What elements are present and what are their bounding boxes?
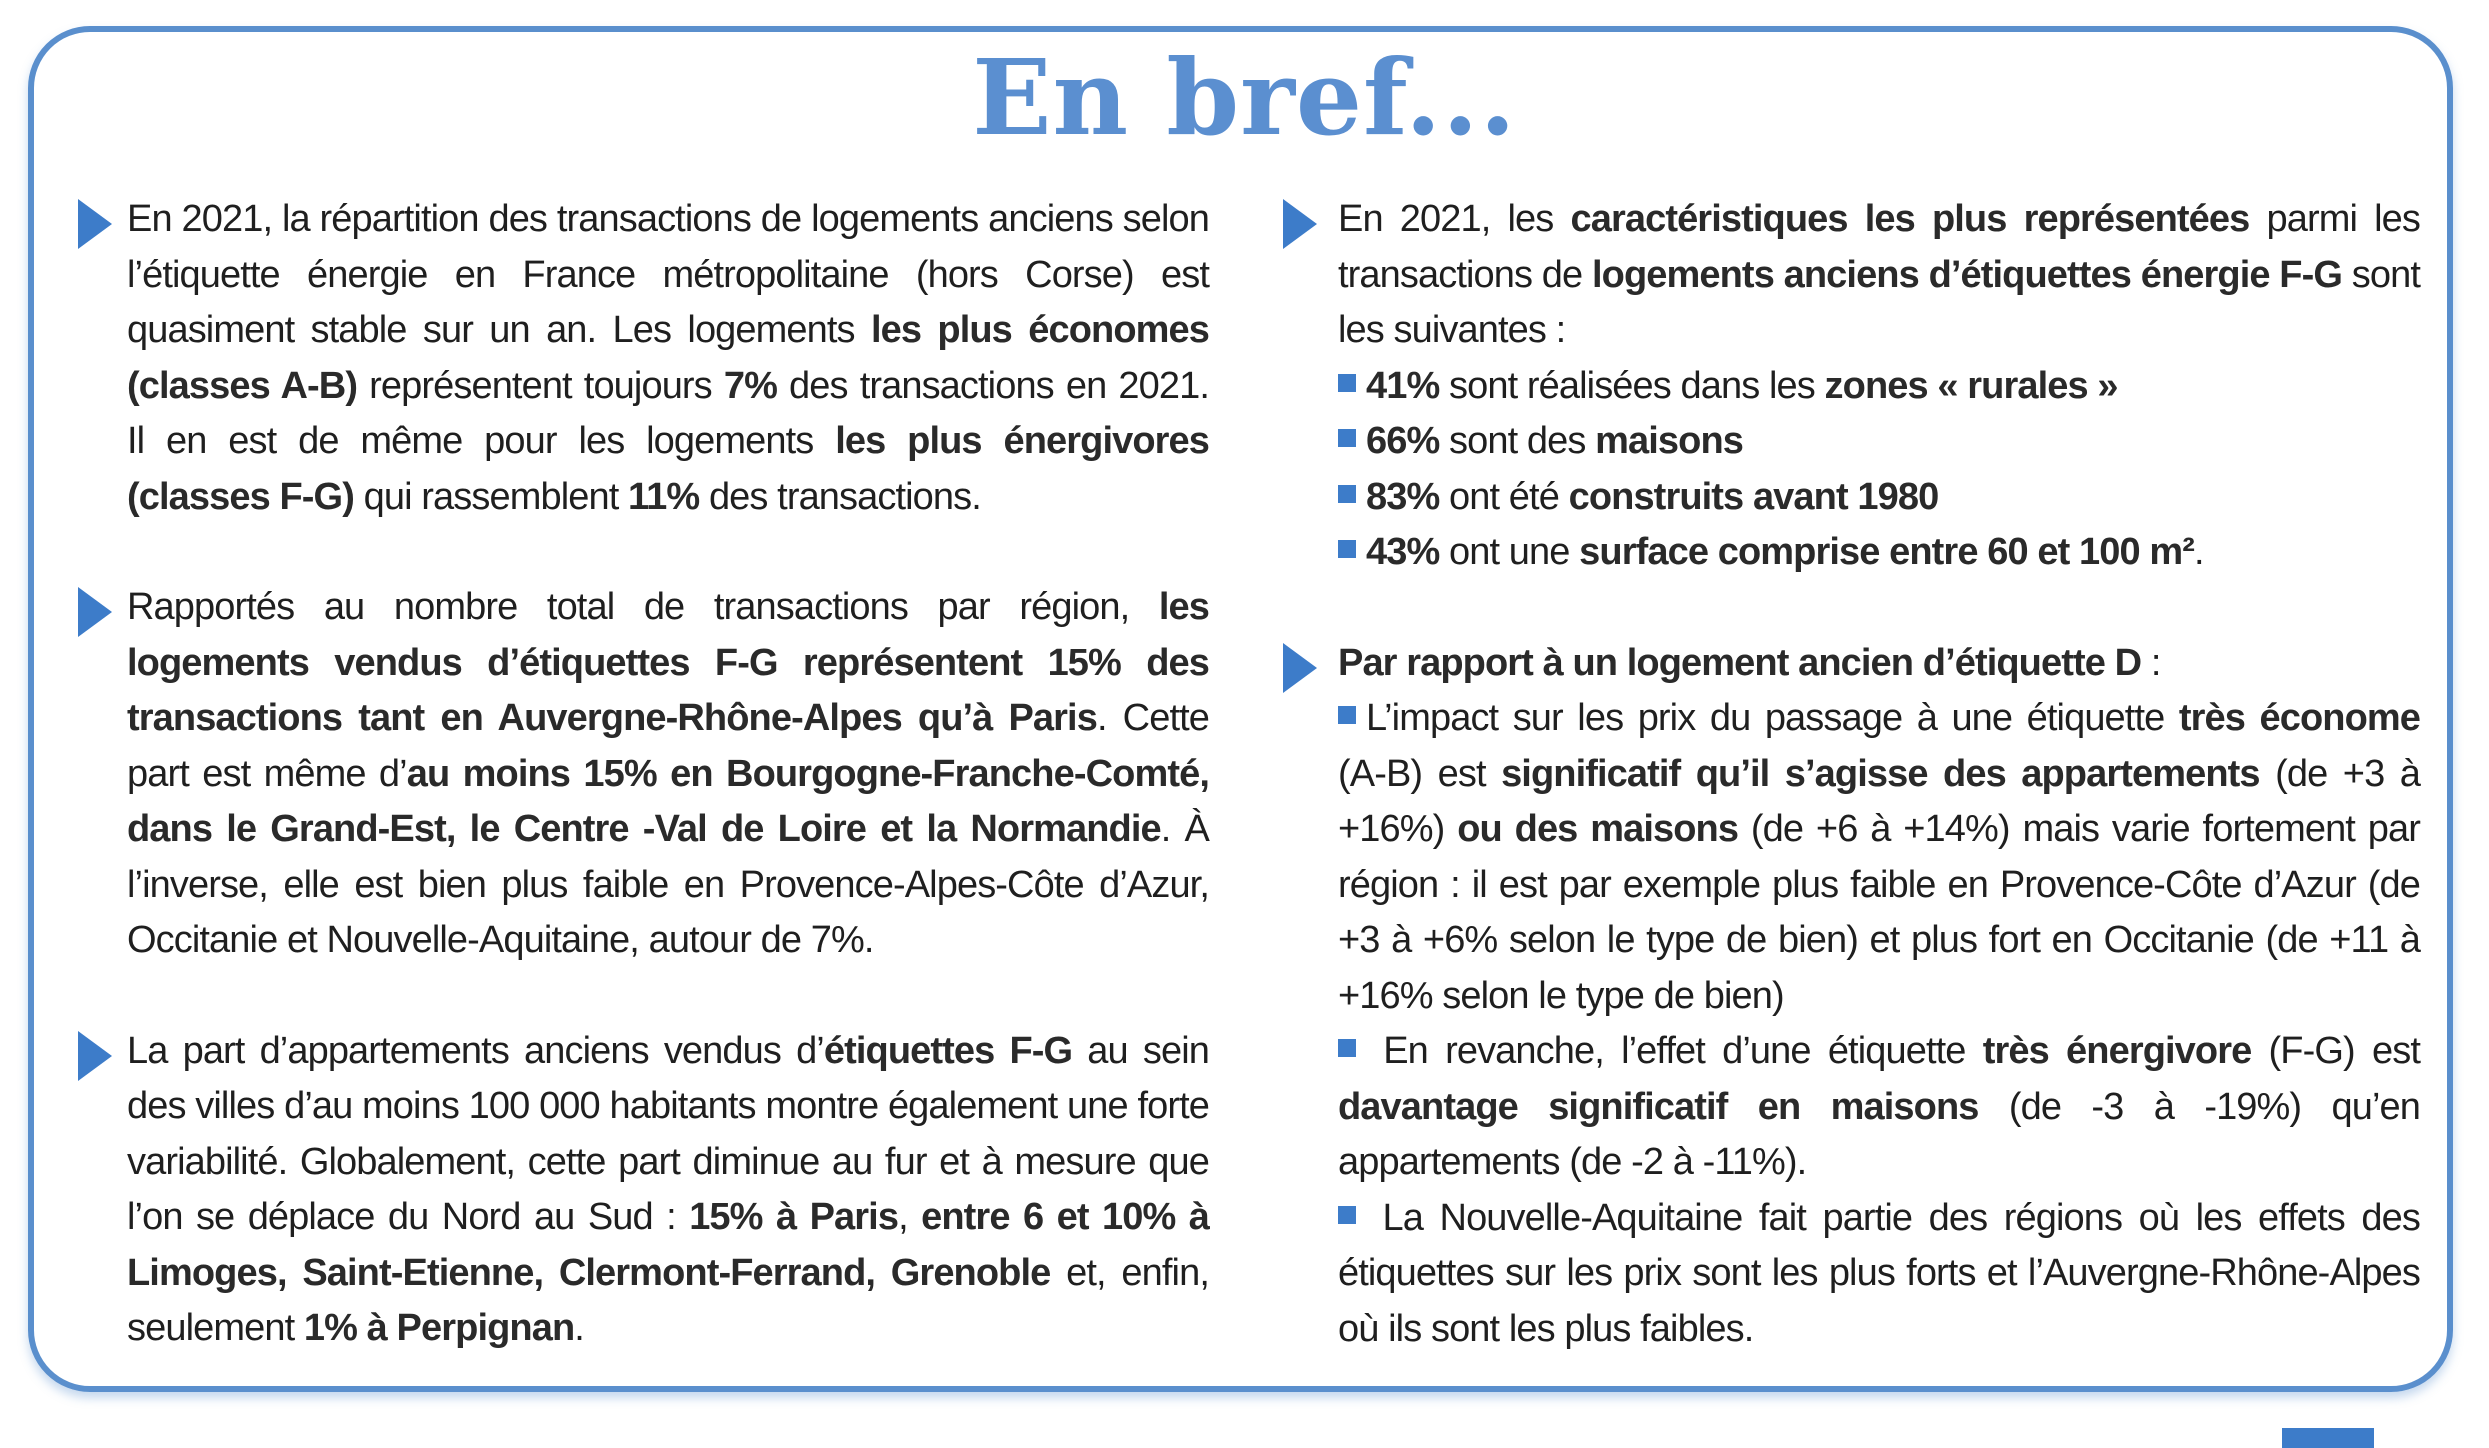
left-column: [127, 192, 1209, 1357]
left-paragraph-1: En 2021, la répartition des transactions de logements anciens selon l’étiquette énergie en France métropolitaine (hors Corse) est quasiment stable sur un an. Les logements les plus économes (classes A-B) représentent toujours 7% des transactions en 2021. Il en est de même pour les logements les plus énergivores (classes F-G) qui rassemblent 11% des transactions.: [127, 192, 1209, 525]
list-item: L’impact sur les prix du passage à une étiquette très économe (A-B) est significatif qu’il s’agisse des appartements (de +3 à +16%) ou des maisons (de +6 à +14%) mais varie fortement par région : il est par exemple plus faible en Provence-Côte d’Azur (de +3 à +6% selon le type de bien) et plus fort en Occitanie (de +11 à +16% selon le type de bien): [1338, 697, 2421, 1017]
square-bullet-icon: [1338, 374, 1356, 392]
left-paragraph-3: La part d’appartements anciens vendus d’étiquettes F-G au sein des villes d’au moins 100 000 habitants montre également une forte variabilité. Globalement, cette part diminue au fur et à mesure que l’on se déplace du Nord au Sud : 15% à Paris, entre 6 et 10% à Limoges, Saint-Etienne, Clermont-Ferrand, Grenoble et, enfin, seulement 1% à Perpignan.: [127, 1024, 1209, 1357]
list-item: La Nouvelle-Aquitaine fait partie des régions où les effets des étiquettes sur les prix sont les plus forts et l’Auvergne-Rhône-Alpes où ils sont les plus faibles.: [1338, 1196, 2420, 1350]
list-item: 41% sont réalisées dans les zones « rurales »: [1338, 359, 2420, 415]
square-bullet-icon: [1338, 429, 1356, 447]
list-item: 43% ont une surface comprise entre 60 et 100 m².: [1338, 525, 2420, 581]
square-bullet-icon: [1338, 540, 1356, 558]
left-paragraph-2: Rapportés au nombre total de transactions par région, les logements vendus d’étiquettes F-G représentent 15% des transactions tant en Auvergne-Rhône-Alpes qu’à Paris. Cette part est même d’au moins 15% en Bourgogne-Franche-Comté, dans le Grand-Est, le Centre -Val de Loire et la Normandie. À l’inverse, elle est bien plus faible en Provence-Alpes-Côte d’Azur, Occitanie et Nouvelle-Aquitaine, autour de 7%.: [127, 580, 1209, 969]
bullet-arrow-icon: [78, 587, 112, 637]
right-column: [1338, 192, 2420, 1357]
square-bullet-icon: [1338, 485, 1356, 503]
square-bullet-icon: [1338, 706, 1356, 724]
right-paragraph-2: [1338, 636, 2420, 1358]
bullet-arrow-icon: [78, 1031, 112, 1081]
bullet-arrow-icon: [1283, 199, 1317, 249]
list-item: 66% sont des maisons: [1338, 414, 2420, 470]
page-title: En bref...: [972, 36, 1517, 159]
right-paragraph-1: En 2021, les caractéristiques les plus représentées parmi les transactions de logements anciens d’étiquettes énergie F-G sont les suivantes : 41% sont réalisées dans les zones « rurales » 66% sont des maisons 83% ont été construits avant 1980 43% ont une surface comprise entre 60 et 100 m².: [1338, 192, 2420, 581]
section-heading: Par rapport à un logement ancien d’étiquette D :: [1338, 641, 2161, 684]
bullet-arrow-icon: [78, 199, 112, 249]
list-item: En revanche, l’effet d’une étiquette très énergivore (F-G) est davantage significatif en maisons (de -3 à -19%) qu’en appartements (de -2 à -11%).: [1338, 1030, 2420, 1183]
list-item: 83% ont été construits avant 1980: [1338, 470, 2420, 526]
square-bullet-icon: [1338, 1206, 1356, 1224]
square-bullet-icon: [1338, 1039, 1356, 1057]
page-number-tab: [2282, 1428, 2374, 1448]
bullet-arrow-icon: [1283, 643, 1317, 693]
